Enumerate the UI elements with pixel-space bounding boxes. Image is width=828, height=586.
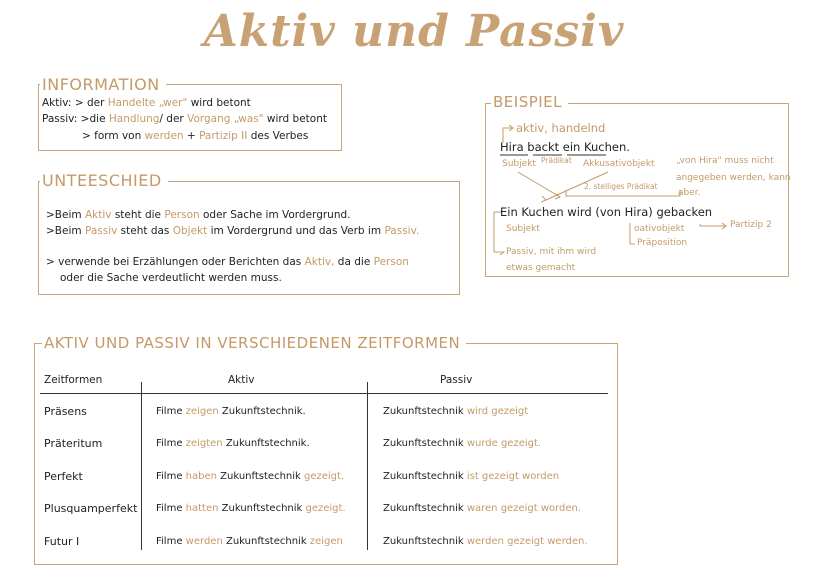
info-passiv-line: Passiv: >die Handlung/ der Vorgang „was" wird betont [42, 113, 327, 125]
beispiel-note-von-hira: „von Hira" muss nicht [676, 156, 774, 166]
tenses-heading: AKTIV UND PASSIV IN VERSCHIEDENEN ZEITFORMEN [42, 334, 466, 352]
table-row-tense: Plusquamperfekt [44, 502, 138, 515]
beispiel-sentence-2: Ein Kuchen wird (von Hira) gebacken [500, 205, 713, 219]
beispiel-heading: BEISPIEL [491, 93, 568, 111]
table-row-aktiv: Filme zeigten Zukunftstechnik. [156, 438, 310, 449]
beispiel-note-aber: aber. [678, 188, 701, 198]
beispiel-oativobjekt-label: oativobjekt [634, 224, 685, 234]
page-title: Aktiv und Passiv [203, 6, 625, 57]
unterschied-line-1: >Beim Aktiv steht die Person oder Sache im Vordergrund. [46, 209, 351, 221]
table-vline-1 [141, 382, 142, 550]
unterschied-line-2: >Beim Passiv steht das Objekt im Vordergrund und das Verb im Passiv. [46, 225, 420, 237]
beispiel-note-angegeben: angegeben werden, kann [676, 173, 791, 183]
table-row-passiv: Zukunftstechnik waren gezeigt worden. [383, 503, 582, 514]
information-heading: INFORMATION [40, 75, 166, 94]
table-row-aktiv: Filme werden Zukunftstechnik zeigen [156, 536, 343, 547]
beispiel-praedikat-label: Prädikat [541, 156, 572, 165]
table-header-line [40, 393, 608, 394]
table-vline-2 [367, 382, 368, 550]
beispiel-praeposition-label: Präposition [637, 238, 688, 248]
beispiel-akkusativobjekt-label: Akkusativobjekt [583, 159, 655, 169]
table-row-passiv: Zukunftstechnik ist gezeigt worden [383, 471, 560, 482]
table-row-aktiv: Filme haben Zukunftstechnik gezeigt. [156, 471, 345, 482]
unterschied-line-3: > verwende bei Erzählungen oder Berichten das Aktiv, da die Person [46, 256, 409, 268]
unterschied-heading: UNTEESCHIED [40, 171, 168, 190]
col-header-aktiv: Aktiv [228, 374, 255, 386]
table-row-passiv: Zukunftstechnik werden gezeigt werden. [383, 536, 588, 547]
table-row-aktiv: Filme zeigen Zukunftstechnik. [156, 406, 306, 417]
beispiel-passiv-note-2: etwas gemacht [506, 263, 576, 273]
beispiel-partizip-label: Partizip 2 [730, 220, 772, 230]
beispiel-subjekt2-label: Subjekt [506, 224, 540, 234]
col-header-passiv: Passiv [440, 374, 473, 386]
beispiel-subjekt-label: Subjekt [502, 159, 536, 169]
beispiel-zweistellig: 2. stelliges Prädikat [584, 182, 658, 191]
beispiel-sentence-1: Hira backt ein Kuchen. [500, 140, 630, 154]
table-row-tense: Präsens [44, 405, 87, 418]
table-row-aktiv: Filme hatten Zukunftstechnik gezeigt. [156, 503, 346, 514]
beispiel-passiv-note-1: Passiv, mit ihm wird [506, 247, 597, 257]
col-header-zeitformen: Zeitformen [44, 374, 103, 386]
table-row-tense: Futur I [44, 535, 80, 548]
info-form-line: > form von werden + Partizip II des Verbes [82, 130, 309, 142]
info-aktiv-line: Aktiv: > der Handelte „wer" wird betont [42, 97, 251, 109]
tenses-box [34, 343, 618, 565]
table-row-tense: Perfekt [44, 470, 83, 483]
table-row-passiv: Zukunftstechnik wurde gezeigt. [383, 438, 542, 449]
table-row-passiv: Zukunftstechnik wird gezeigt [383, 406, 529, 417]
beispiel-aktiv-note: aktiv, handelnd [516, 121, 606, 135]
unterschied-line-4: oder die Sache verdeutlicht werden muss. [60, 272, 282, 284]
table-row-tense: Präteritum [44, 437, 103, 450]
